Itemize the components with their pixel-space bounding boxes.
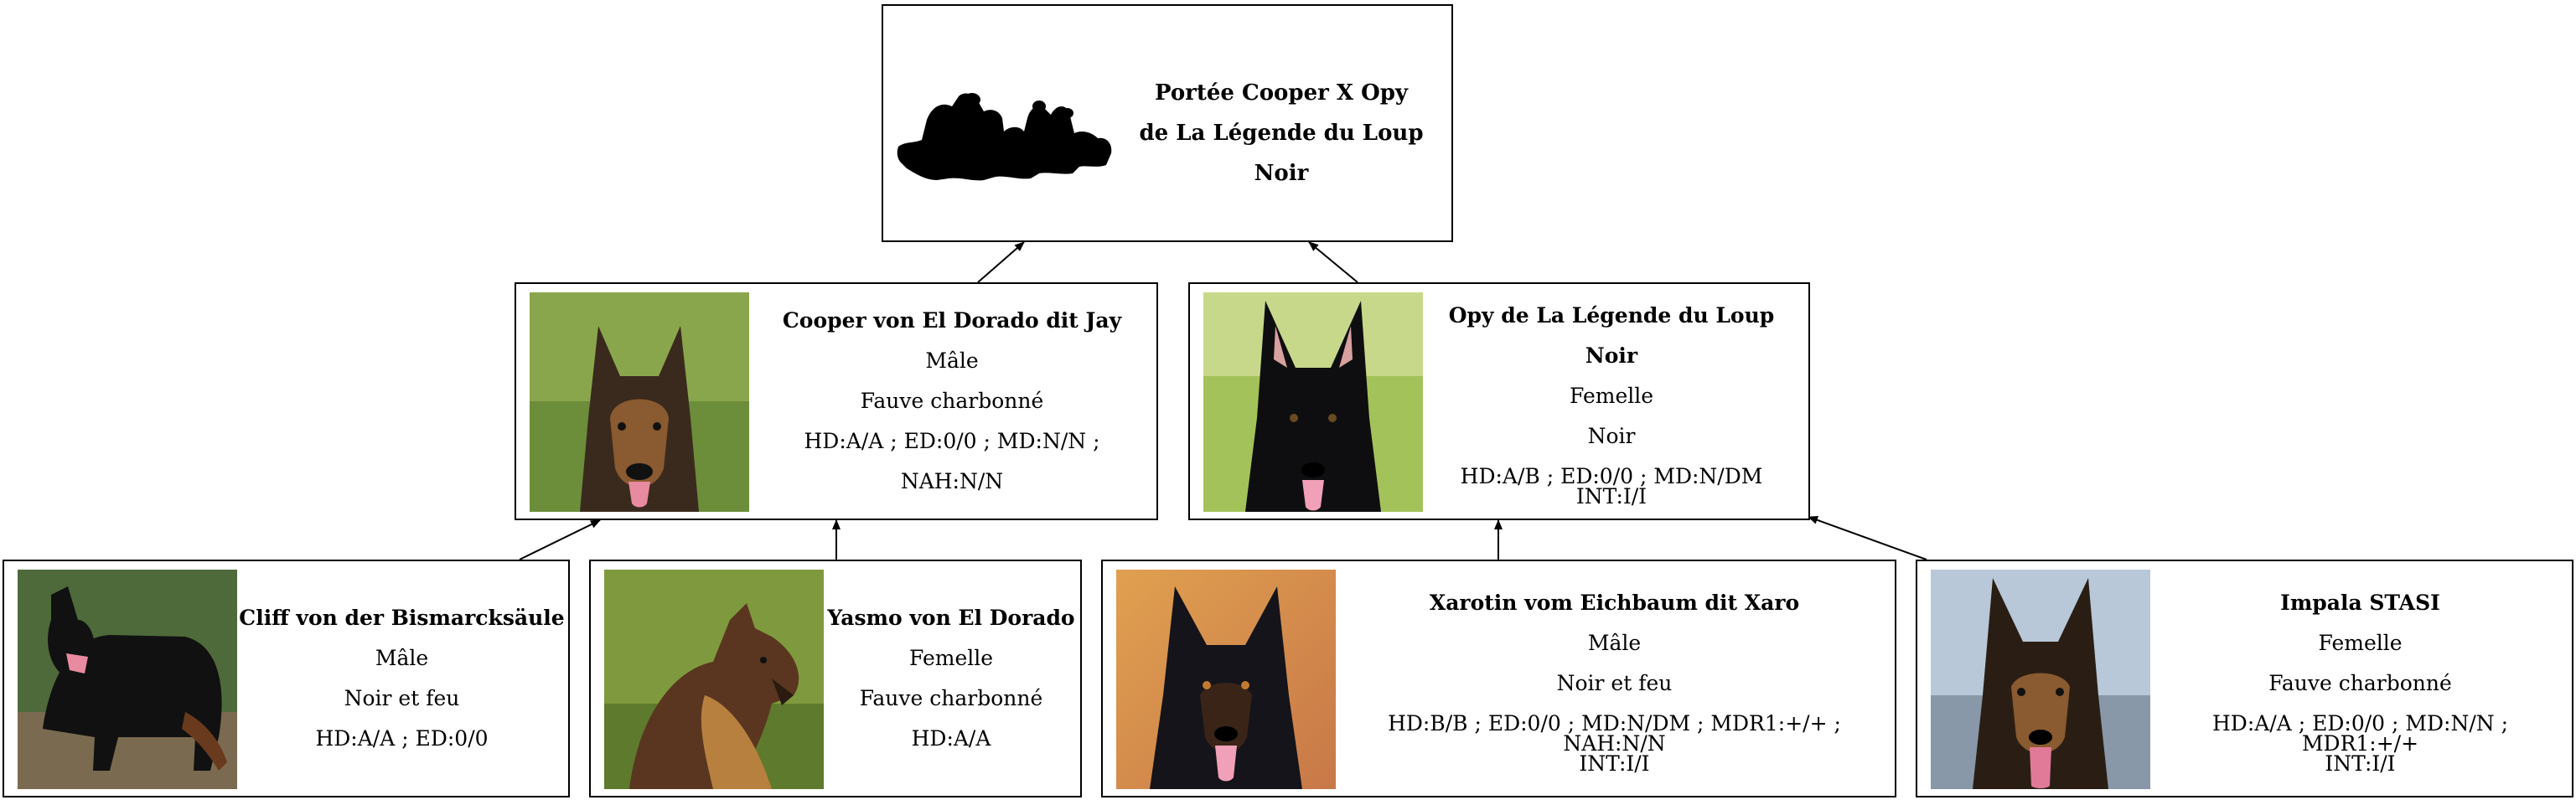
dam-sire-health-line1: HD:B/B ; ED:0/0 ; MD:N/DM ; MDR1:+/+ ; NAH:N/N: [1388, 711, 1841, 756]
dam-health-line1: HD:A/B ; ED:0/0 ; MD:N/DM: [1460, 464, 1763, 488]
sire-sire-color: Noir et feu: [344, 686, 460, 710]
litter-title-line2: de La Légende du Loup Noir: [1139, 121, 1424, 186]
dog-photo-icon: [1931, 570, 2150, 789]
dog-photo-icon: [530, 292, 749, 512]
sire-health: [754, 421, 1150, 502]
edge-dam-to-litter: [1309, 242, 1358, 282]
dam-color: Noir: [1587, 424, 1636, 448]
dam-dam-info: [2155, 561, 2565, 796]
sire-color: Fauve charbonné: [860, 389, 1044, 413]
dam-info: [1421, 284, 1802, 519]
dog-photo-icon: [1116, 570, 1336, 789]
dam-health: [1460, 464, 1763, 508]
sire-dam-node[interactable]: [589, 560, 1082, 797]
dam-name: Opy de La Légende du Loup Noir: [1448, 303, 1775, 368]
litter-title: [1114, 73, 1449, 194]
sire-dam-photo: [604, 570, 824, 789]
puppies-silhouette-icon: [897, 81, 1116, 182]
sire-sire-info: [239, 561, 565, 796]
dam-dam-name: Impala STASI: [2280, 591, 2440, 615]
sire-photo: [530, 292, 749, 512]
dam-dam-color: Fauve charbonné: [2268, 671, 2452, 695]
dog-photo-icon: [18, 570, 237, 789]
dam-sire-health: [1341, 711, 1888, 776]
dam-sire-name: Xarotin vom Eichbaum dit Xaro: [1429, 591, 1800, 615]
dam-health-line2: INT:I/I: [1575, 484, 1648, 508]
dam-sire-photo: [1116, 570, 1336, 789]
dam-dam-sex: Femelle: [2318, 631, 2403, 655]
sire-dam-name: Yasmo von El Dorado: [827, 606, 1075, 630]
edge-impala-to-opy: [1808, 517, 1927, 560]
sire-node[interactable]: [515, 282, 1158, 520]
sire-sex: Mâle: [925, 348, 979, 373]
sire-sire-sex: Mâle: [375, 646, 429, 670]
sire-dam-health: [912, 719, 991, 759]
litter-node[interactable]: [882, 4, 1453, 242]
dam-dam-health: [2155, 711, 2565, 776]
dam-sire-health-line2: INT:I/I: [1579, 751, 1650, 776]
dam-sire-node[interactable]: [1101, 560, 1896, 797]
sire-health-line1: HD:A/A ; ED:0/0 ; MD:N/N ; NAH:N/N: [804, 429, 1100, 493]
dam-sire-info: [1341, 561, 1888, 796]
litter-title-line1: Portée Cooper X Opy: [1154, 80, 1409, 106]
edge-sire-to-litter: [978, 242, 1024, 282]
dam-sex: Femelle: [1569, 384, 1654, 408]
sire-sire-node[interactable]: [3, 560, 570, 797]
dam-dam-health-line1: HD:A/A ; ED:0/0 ; MD:N/N ; MDR1:+/+: [2212, 711, 2508, 756]
sire-info: [754, 284, 1150, 519]
dog-photo-icon: [1203, 292, 1423, 512]
dam-dam-node[interactable]: [1916, 560, 2573, 797]
sire-dam-color: Fauve charbonné: [859, 686, 1043, 710]
sire-sire-health-line1: HD:A/A ; ED:0/0: [315, 726, 489, 751]
edge-cliff-to-cooper: [520, 520, 600, 560]
sire-sire-health: [315, 719, 488, 759]
dam-dam-photo: [1931, 570, 2150, 789]
dam-photo: [1203, 292, 1423, 512]
sire-dam-info: [825, 561, 1077, 796]
dam-sire-sex: Mâle: [1587, 631, 1642, 655]
dog-photo-icon: [604, 570, 824, 789]
sire-dam-sex: Femelle: [908, 646, 994, 670]
dam-sire-color: Noir et feu: [1556, 671, 1673, 695]
dam-dam-health-line2: INT:I/I: [2325, 751, 2396, 776]
sire-sire-photo: [18, 570, 237, 789]
sire-dam-health-line1: HD:A/A: [911, 726, 991, 751]
sire-sire-name: Cliff von der Bismarcksäule: [239, 606, 565, 630]
dam-node[interactable]: [1188, 282, 1810, 520]
sire-name: Cooper von El Dorado dit Jay: [782, 308, 1122, 333]
